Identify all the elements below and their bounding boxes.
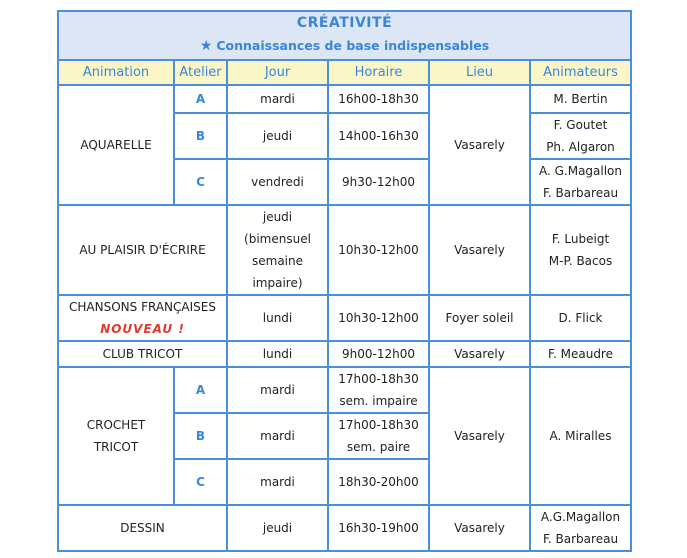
atelier-cell: A	[174, 367, 227, 413]
subtitle	[59, 37, 630, 55]
jour-cell	[227, 205, 328, 295]
lieu-cell: Vasarely	[429, 367, 530, 505]
jour-cell: jeudi	[227, 113, 328, 159]
activity-title-line: CROCHET	[86, 418, 146, 432]
horaire-cell: 10h30-12h00	[328, 205, 429, 295]
horaire-cell: 14h00-16h30	[328, 113, 429, 159]
activity-title: CHANSONS FRANÇAISES	[69, 300, 216, 314]
animateur-name: F. Barbareau	[542, 532, 619, 546]
jour-cell: mardi	[227, 413, 328, 459]
header-lieu: Lieu	[429, 60, 530, 85]
jour-cell: lundi	[227, 341, 328, 367]
table-row	[58, 341, 631, 367]
horaire-cell: 9h30-12h00	[328, 159, 429, 205]
animateur-name: A. G.Magallon	[538, 164, 623, 178]
activity-name	[58, 367, 174, 505]
animateur-name: Ph. Algaron	[546, 140, 615, 154]
header-animateurs: Animateurs	[530, 60, 631, 85]
jour-cell: jeudi	[227, 505, 328, 551]
header-atelier: Atelier	[174, 60, 227, 85]
jour-line: jeudi (bimensuel	[244, 210, 311, 246]
animateurs-cell: M. Bertin	[530, 85, 631, 113]
subtitle-text: Connaissances de base indispensables	[216, 38, 490, 53]
table-row	[58, 295, 631, 341]
jour-cell: mardi	[227, 459, 328, 505]
atelier-cell: C	[174, 459, 227, 505]
header-row	[58, 60, 631, 85]
jour-line: impaire)	[252, 276, 303, 290]
animateurs-cell	[530, 205, 631, 295]
animateur-name: F. Barbareau	[542, 186, 619, 200]
creativite-schedule-table	[57, 10, 632, 552]
lieu-cell: Foyer soleil	[429, 295, 530, 341]
lieu-cell: Vasarely	[429, 85, 530, 205]
animateurs-cell: F. Meaudre	[530, 341, 631, 367]
page-title: CRÉATIVITÉ	[296, 15, 393, 31]
table-row	[58, 505, 631, 551]
horaire-line: sem. paire	[346, 440, 411, 454]
schedule-wrapper	[57, 10, 630, 552]
animateur-name: M-P. Bacos	[548, 254, 613, 268]
star-icon: ★	[199, 38, 213, 54]
activity-name	[58, 295, 227, 341]
atelier-cell: B	[174, 113, 227, 159]
header-jour: Jour	[227, 60, 328, 85]
jour-cell: mardi	[227, 85, 328, 113]
horaire-cell	[328, 413, 429, 459]
jour-cell: vendredi	[227, 159, 328, 205]
horaire-cell: 16h30-19h00	[328, 505, 429, 551]
horaire-cell: 9h00-12h00	[328, 341, 429, 367]
activity-title-line: TRICOT	[93, 440, 139, 454]
jour-cell: lundi	[227, 295, 328, 341]
animateur-name: A.G.Magallon	[540, 510, 621, 524]
horaire-line: 17h00-18h30	[338, 372, 419, 386]
atelier-cell: B	[174, 413, 227, 459]
activity-name: DESSIN	[58, 505, 227, 551]
table-row	[58, 367, 631, 413]
horaire-cell: 16h00-18h30	[328, 85, 429, 113]
header-animation: Animation	[58, 60, 174, 85]
title-row	[58, 11, 631, 60]
animateur-name: F. Lubeigt	[551, 232, 610, 246]
animateur-name: F. Goutet	[553, 118, 608, 132]
activity-name: AQUARELLE	[58, 85, 174, 205]
activity-name: CLUB TRICOT	[58, 341, 227, 367]
animateurs-cell	[530, 505, 631, 551]
atelier-cell: C	[174, 159, 227, 205]
title-cell	[58, 11, 631, 60]
animateurs-cell	[530, 113, 631, 159]
horaire-line: 17h00-18h30	[338, 418, 419, 432]
animateurs-cell	[530, 159, 631, 205]
lieu-cell: Vasarely	[429, 341, 530, 367]
lieu-cell: Vasarely	[429, 205, 530, 295]
table-row	[58, 205, 631, 295]
horaire-cell	[328, 367, 429, 413]
atelier-cell: A	[174, 85, 227, 113]
jour-line: semaine	[252, 254, 303, 268]
header-horaire: Horaire	[328, 60, 429, 85]
horaire-cell: 18h30-20h00	[328, 459, 429, 505]
jour-cell: mardi	[227, 367, 328, 413]
horaire-cell: 10h30-12h00	[328, 295, 429, 341]
activity-name: AU PLAISIR D'ÉCRIRE	[58, 205, 227, 295]
table-row	[58, 85, 631, 113]
animateurs-cell: A. Miralles	[530, 367, 631, 505]
lieu-cell: Vasarely	[429, 505, 530, 551]
horaire-line: sem. impaire	[339, 394, 418, 408]
new-badge: NOUVEAU !	[100, 322, 185, 336]
animateurs-cell: D. Flick	[530, 295, 631, 341]
